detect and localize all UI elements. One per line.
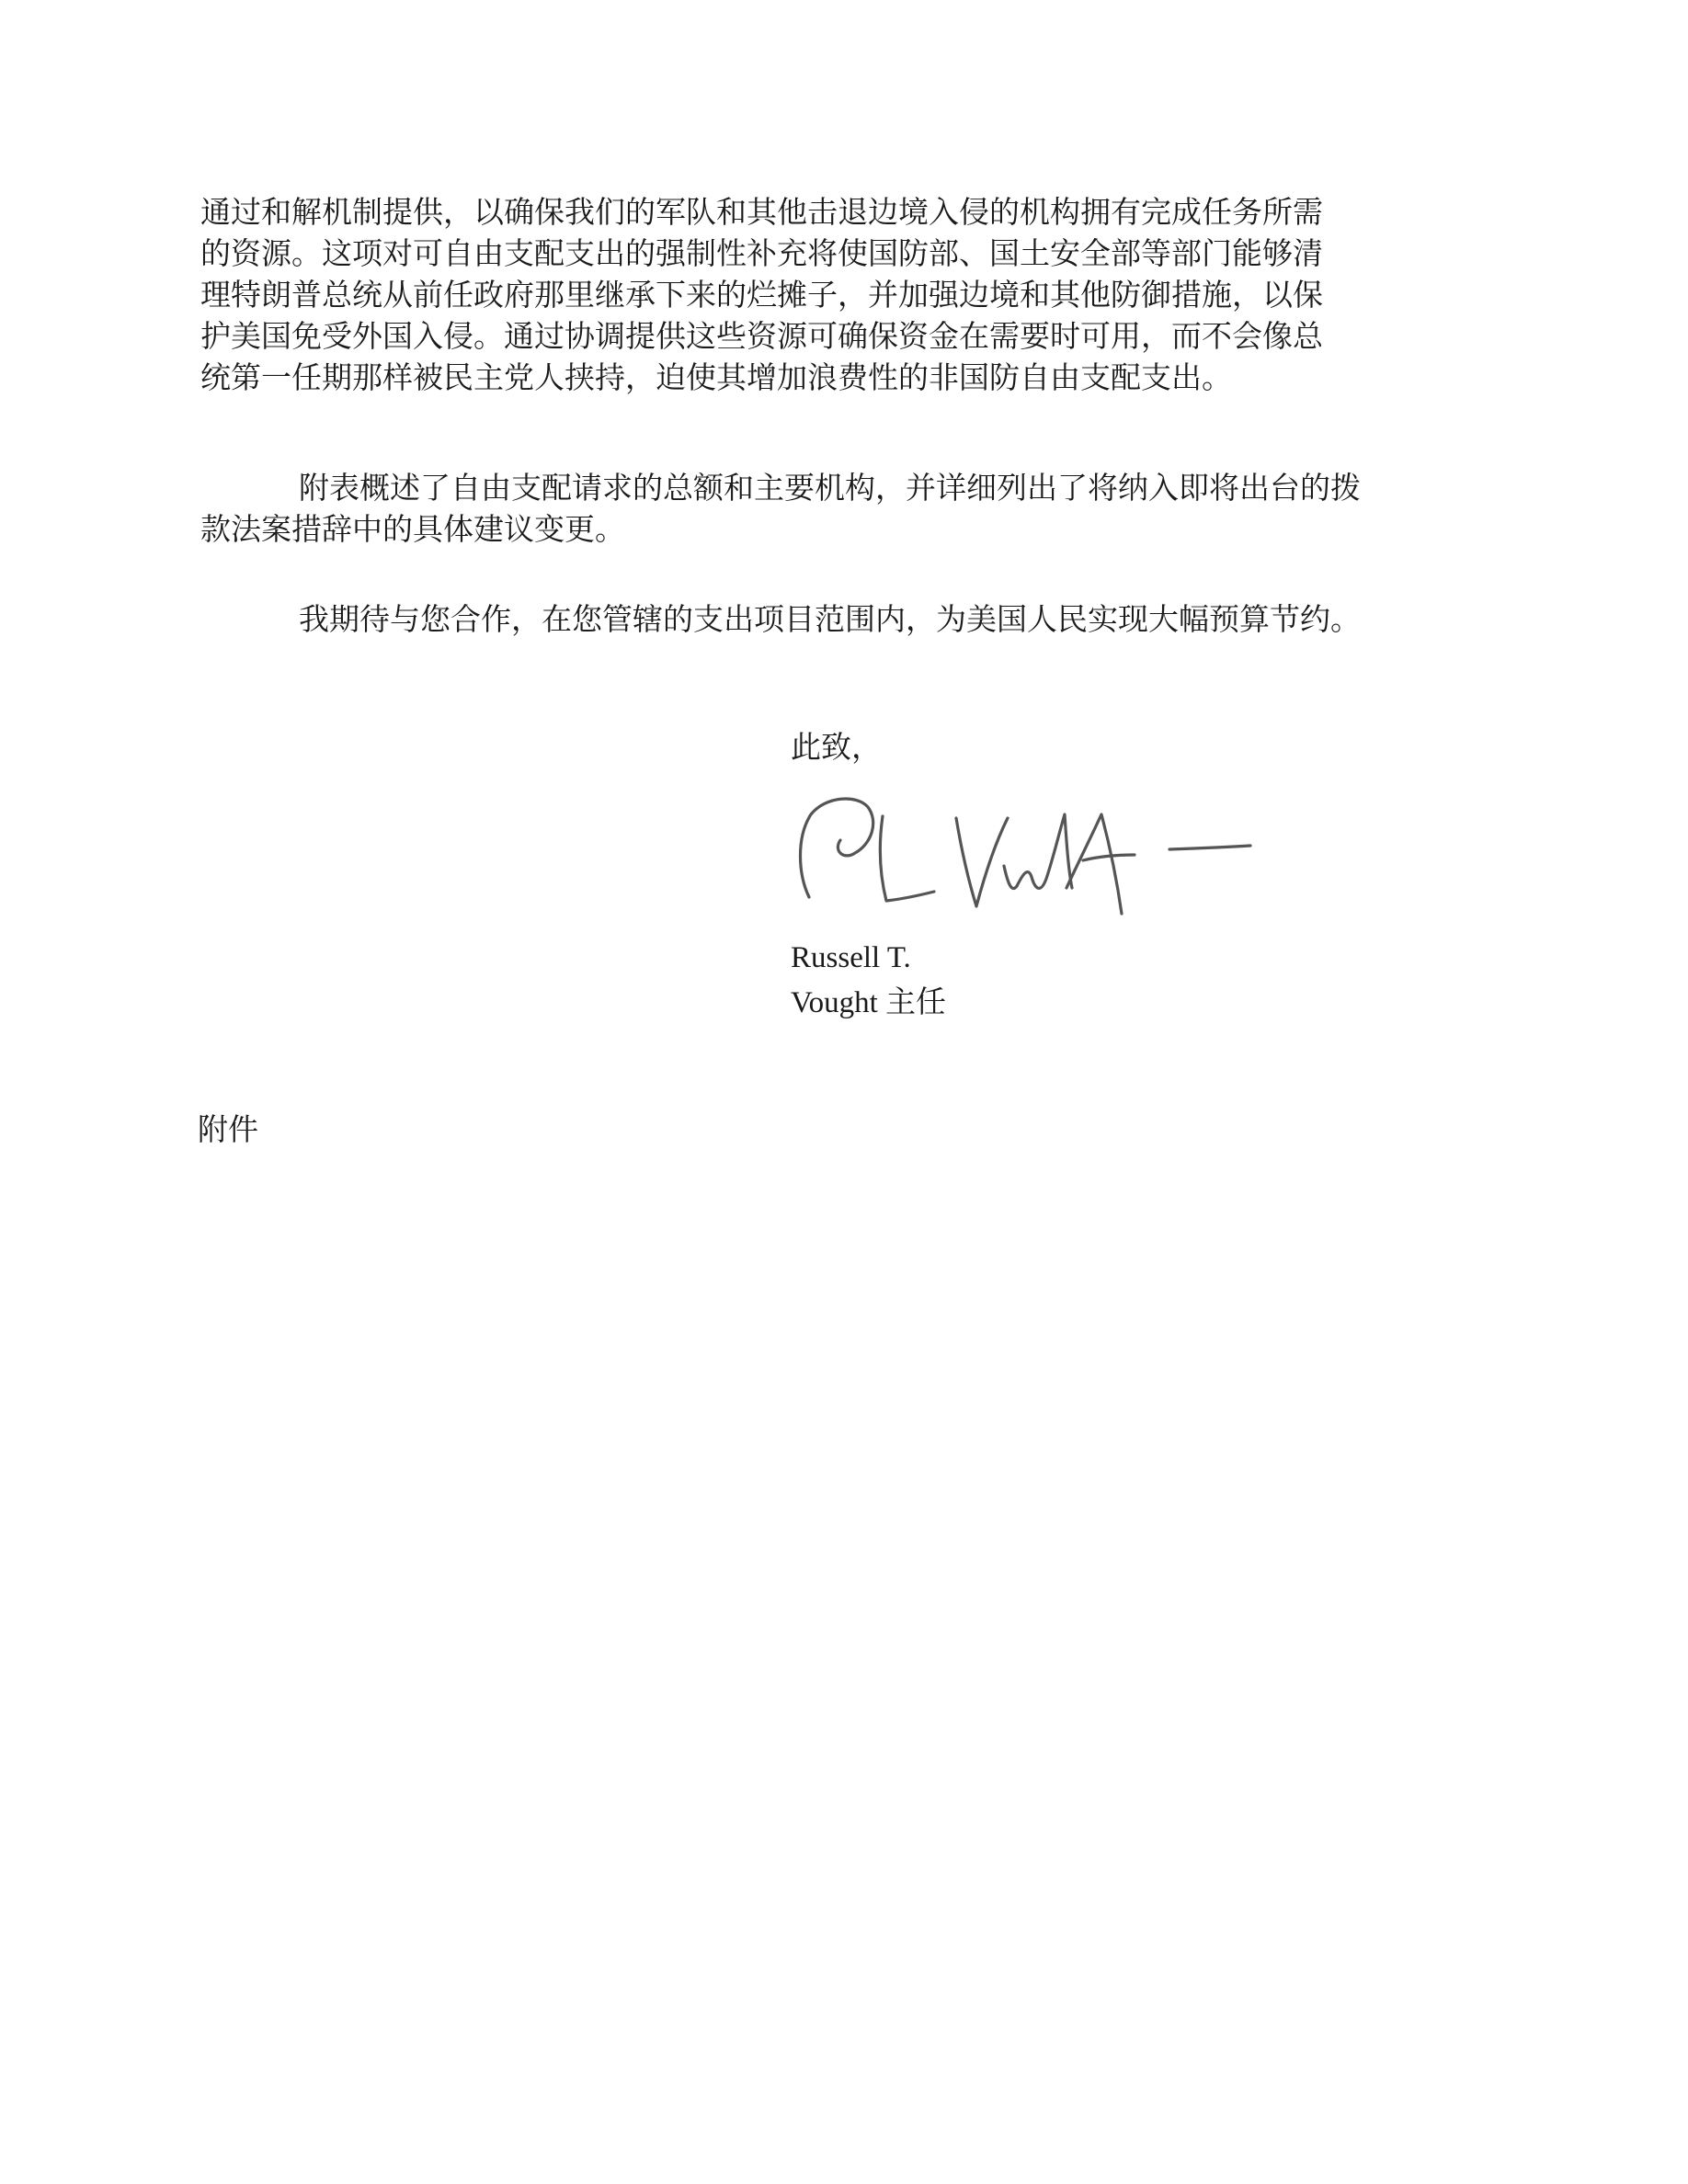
signer-title: Vought 主任 (791, 986, 946, 1019)
signer-name: Russell T. (791, 941, 911, 974)
signer-block (791, 936, 946, 1026)
paragraph-line: 的资源。这项对可自由支配支出的强制性补充将使国防部、国土安全部等部门能够清 (200, 235, 1323, 271)
paragraph-line: 通过和解机制提供，以确保我们的军队和其他击退边境入侵的机构拥有完成任务所需 (200, 194, 1323, 230)
enclosure-label: 附件 (198, 1111, 258, 1147)
paragraph-line: 理特朗普总统从前任政府那里继承下来的烂摊子，并加强边境和其他防御措施，以保 (200, 277, 1323, 313)
paragraph-line: 我期待与您合作，在您管辖的支出项目范围内，为美国人民实现大幅预算节约。 (299, 601, 1361, 637)
body-paragraph-3 (200, 598, 1361, 640)
paragraph-line: 款法案措辞中的具体建议变更。 (200, 511, 625, 547)
closing-salutation: 此致， (791, 729, 882, 765)
paragraph-line: 统第一任期那样被民主党人挟持，迫使其增加浪费性的非国防自由支配支出。 (200, 359, 1232, 395)
body-paragraph-1 (200, 191, 1323, 398)
handwritten-signature (791, 787, 1324, 934)
body-paragraph-2 (200, 467, 1361, 550)
paragraph-line: 附表概述了自由支配请求的总额和主要机构，并详细列出了将纳入即将出台的拨 (299, 470, 1361, 506)
paragraph-line: 护美国免受外国入侵。通过协调提供这些资源可确保资金在需要时可用，而不会像总 (200, 318, 1323, 354)
